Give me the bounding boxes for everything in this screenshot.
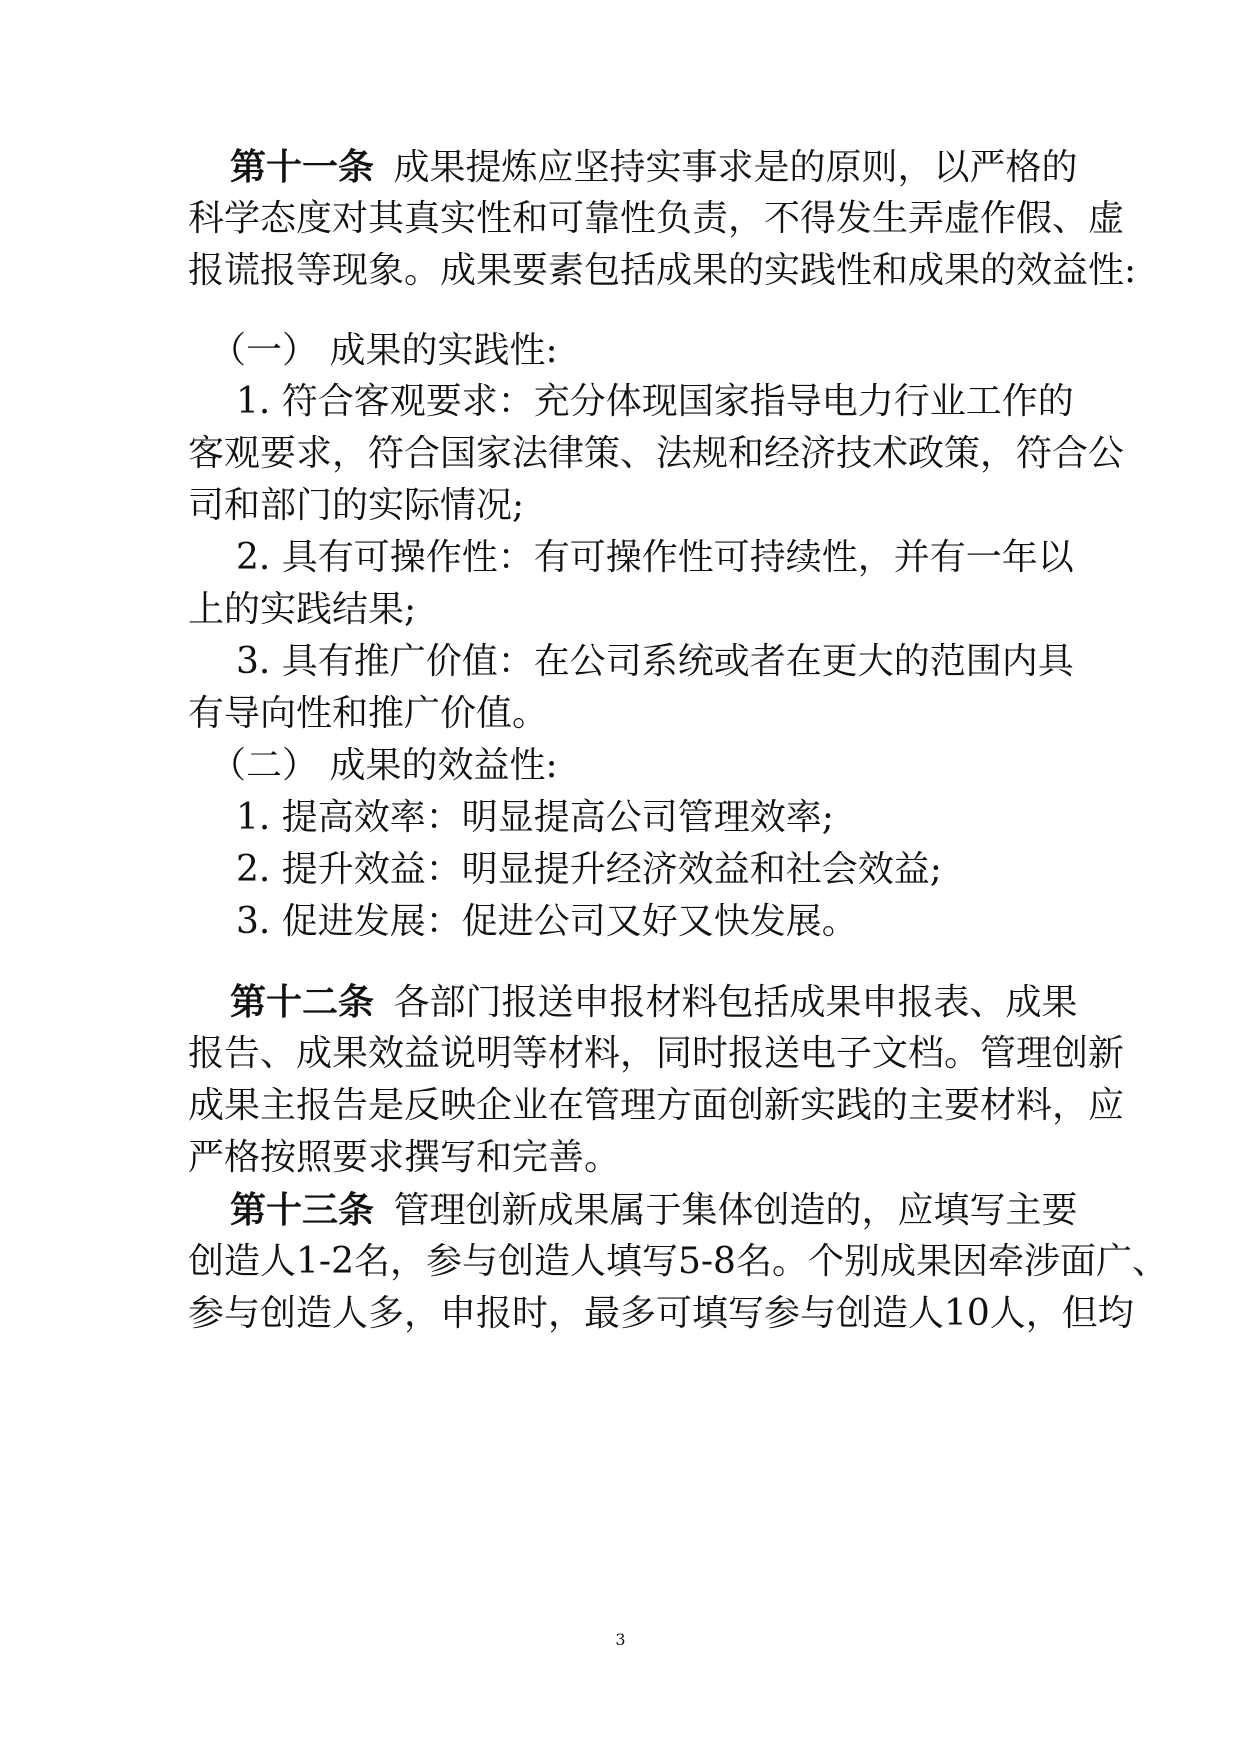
section-2-item-3: 3. 促进发展：促进公司又好又快发展。 [236,901,858,942]
section-1-item-3-line-1: 3. 具有推广价值：在公司系统或者在更大的范围内具 [236,641,1074,682]
section-1-item-1-line-3: 司和部门的实际情况; [188,485,525,526]
article-11-line-3: 报谎报等现象。成果要素包括成果的实践性和成果的效益性: [188,250,1137,291]
article-12-line-2: 报告、成果效益说明等材料，同时报送电子文档。管理创新 [188,1033,1125,1074]
article-11-text: 成果提炼应坚持实事求是的原则，以严格的 [393,147,1078,188]
article-13-line-3: 参与创造人多，申报时，最多可填写参与创造人10人，但均 [188,1293,1134,1334]
section-1-item-2-line-1: 2. 具有可操作性：有可操作性可持续性，并有一年以 [236,537,1074,578]
article-13-text: 管理创新成果属于集体创造的，应填写主要 [393,1190,1078,1231]
article-13-line-1 [188,1186,1078,1235]
section-2-heading: （二） 成果的效益性: [210,745,558,786]
section-1-item-1-line-2: 客观要求，符合国家法律策、法规和经济技术政策，符合公 [188,433,1125,474]
section-1-item-2-line-2: 上的实践结果; [188,589,417,630]
section-1-item-1-line-1: 1. 符合客观要求：充分体现国家指导电力行业工作的 [236,381,1074,422]
section-1-heading: （一） 成果的实践性: [210,330,558,371]
article-12-line-4: 严格按照要求撰写和完善。 [188,1137,621,1178]
article-12-line-1 [188,978,1078,1027]
page-number: 3 [615,1630,626,1649]
article-11-title: 第十一条 [230,146,375,188]
article-13-line-2: 创造人1-2名，参与创造人填写5-8名。个别成果因牵涉面广、 [188,1241,1168,1282]
article-11-line-1 [188,143,1078,192]
article-13-title: 第十三条 [230,1189,375,1231]
section-2-item-1: 1. 提高效率：明显提高公司管理效率; [236,797,834,838]
article-12-line-3: 成果主报告是反映企业在管理方面创新实践的主要材料，应 [188,1085,1125,1126]
article-12-title: 第十二条 [230,981,375,1023]
section-1-item-3-line-2: 有导向性和推广价值。 [188,693,549,734]
section-2-item-2: 2. 提升效益：明显提升经济效益和社会效益; [236,849,942,890]
article-12-text: 各部门报送申报材料包括成果申报表、成果 [393,982,1078,1023]
article-11-line-2: 科学态度对其真实性和可靠性负责，不得发生弄虚作假、虚 [188,198,1125,239]
